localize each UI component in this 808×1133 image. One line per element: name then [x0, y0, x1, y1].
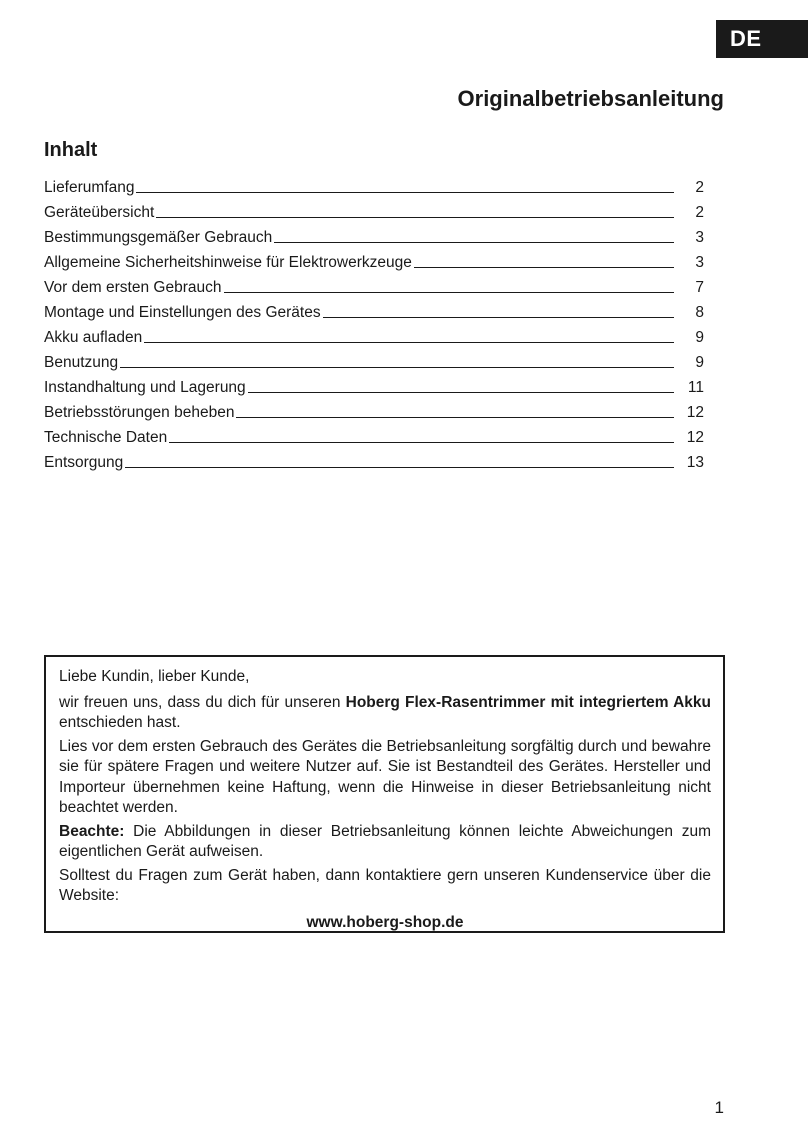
notice-intro-before: wir freuen uns, dass du dich für unseren	[59, 693, 346, 711]
notice-intro	[59, 693, 711, 734]
notice-contact: Solltest du Fragen zum Gerät haben, dann kontaktiere gern unseren Kundenservice über die Website:	[59, 866, 711, 904]
toc-item-label: Instandhaltung und Lagerung	[44, 379, 246, 396]
toc-item[interactable]	[44, 172, 704, 197]
toc-item-page: 3	[695, 229, 704, 246]
toc-item[interactable]	[44, 397, 704, 422]
toc-item[interactable]	[44, 347, 704, 372]
toc-leader-line	[169, 441, 674, 443]
toc-leader-line	[144, 341, 674, 343]
note-label: Beachte:	[59, 822, 125, 840]
toc-leader-line	[236, 416, 674, 418]
notice-greeting: Liebe Kundin, lieber Kunde,	[59, 668, 250, 685]
toc-item-page: 2	[695, 179, 704, 196]
toc-item-label: Vor dem ersten Gebrauch	[44, 279, 222, 296]
toc-item[interactable]	[44, 197, 704, 222]
toc-item-page: 9	[695, 354, 704, 371]
toc-item-label: Entsorgung	[44, 454, 124, 471]
toc-item[interactable]	[44, 447, 704, 472]
toc-item-label: Montage und Einstellungen des Gerätes	[44, 304, 321, 321]
toc-item-page: 3	[695, 254, 704, 271]
toc-item-page: 2	[695, 204, 704, 221]
toc-item[interactable]	[44, 222, 704, 247]
toc-item-page: 11	[687, 379, 704, 396]
toc-item-page: 12	[686, 429, 704, 446]
toc-heading: Inhalt	[44, 139, 98, 161]
notice-instructions: Lies vor dem ersten Gebrauch des Gerätes die Betriebsanleitung sorgfältig durch und bewahre sie für spätere Fragen und weitere Nutzer auf. Sie ist Bestandteil des Gerätes. Hersteller und Importeur übernehmen keine Haftung, wenn die Hinweise in dieser Betriebsanleitung nicht beachtet werden.	[59, 737, 711, 816]
note-text: Die Abbildungen in dieser Betriebsanleitung können leichte Abweichungen zum eigentlichen Gerät aufweisen.	[59, 822, 711, 860]
toc-item-label: Geräteübersicht	[44, 204, 155, 221]
customer-notice-box	[44, 655, 725, 933]
toc-leader-line	[323, 316, 674, 318]
website-link[interactable]: www.hoberg-shop.de	[306, 913, 464, 931]
toc-item-label: Technische Daten	[44, 429, 168, 446]
toc-item-label: Bestimmungsgemäßer Gebrauch	[44, 229, 273, 246]
notice-intro-after: entschieden hast.	[59, 714, 181, 731]
toc-item[interactable]	[44, 372, 704, 397]
toc-leader-line	[120, 366, 674, 368]
document-title: Originalbetriebsanleitung	[457, 86, 724, 111]
toc-item-label: Allgemeine Sicherheitshinweise für Elektrowerkzeuge	[44, 254, 412, 271]
toc-item-label: Betriebsstörungen beheben	[44, 404, 235, 421]
toc-leader-line	[156, 216, 674, 218]
table-of-contents	[44, 172, 704, 472]
page-number: 1	[714, 1098, 724, 1117]
toc-item-label: Lieferumfang	[44, 179, 135, 196]
toc-leader-line	[125, 466, 674, 468]
notice-note	[59, 822, 711, 863]
toc-item-page: 9	[695, 329, 704, 346]
toc-item-page: 12	[686, 404, 704, 421]
toc-leader-line	[248, 391, 674, 393]
toc-item-page: 7	[695, 279, 704, 296]
toc-leader-line	[136, 191, 674, 193]
toc-leader-line	[414, 266, 674, 268]
toc-leader-line	[224, 291, 675, 293]
toc-item-label: Benutzung	[44, 354, 119, 371]
toc-item[interactable]	[44, 322, 704, 347]
toc-item[interactable]	[44, 247, 704, 272]
toc-item-page: 8	[695, 304, 704, 321]
language-tab: DE	[716, 20, 808, 58]
toc-item-page: 13	[686, 454, 704, 471]
toc-item[interactable]	[44, 297, 704, 322]
toc-leader-line	[274, 241, 674, 243]
toc-item[interactable]	[44, 422, 704, 447]
toc-item[interactable]	[44, 272, 704, 297]
toc-item-label: Akku aufladen	[44, 329, 143, 346]
product-name: Hoberg Flex-Rasentrimmer mit integriertem Akku	[345, 693, 711, 711]
